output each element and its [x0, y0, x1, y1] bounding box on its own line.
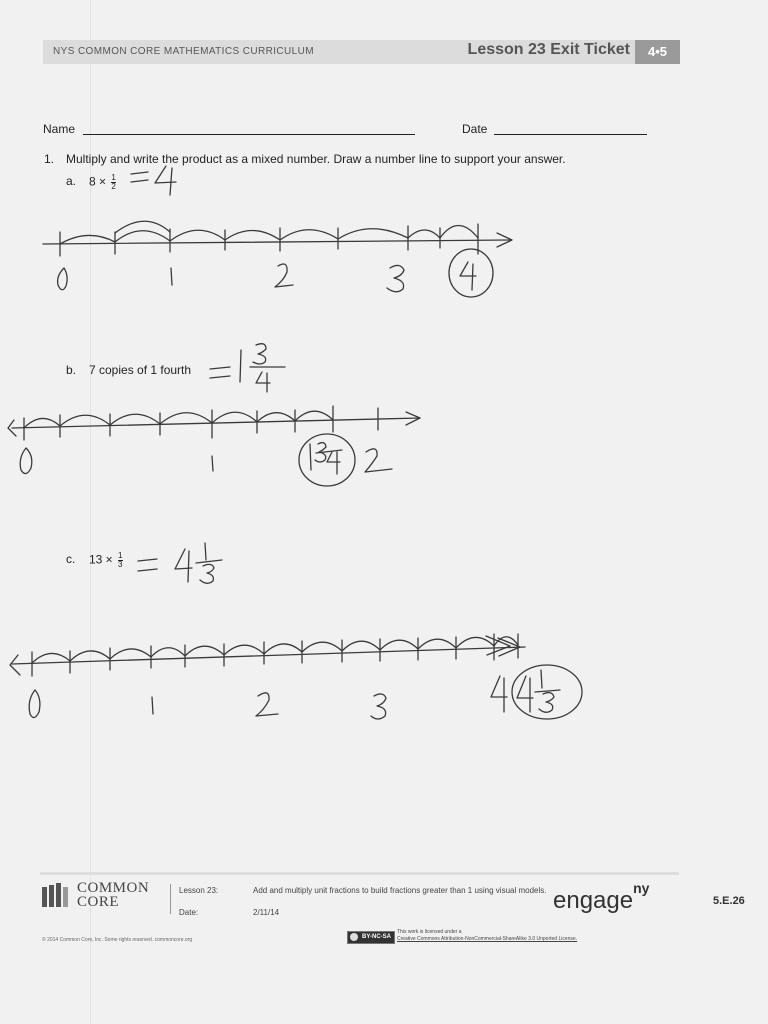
- license-link[interactable]: Creative Commons Attribution-NonCommercial-ShareAlike 3.0 Unported License.: [397, 936, 578, 942]
- footer-separator: [170, 884, 171, 914]
- part-b-expression: 7 copies of 1 fourth: [89, 363, 192, 377]
- part-a-frac-den: 2: [111, 182, 116, 191]
- part-a-labels: [58, 249, 493, 297]
- footer-rule: [40, 872, 679, 875]
- part-a-answer: [131, 166, 176, 195]
- footer-date-label: Date:: [179, 908, 199, 917]
- common-core-logo-icon: [42, 883, 72, 907]
- cc-license-badge[interactable]: [347, 931, 395, 944]
- brand-line-1: COMMON: [77, 880, 150, 896]
- name-label: Name: [43, 122, 76, 136]
- copyright-notice: © 2014 Common Core, Inc. Some rights reserved. commoncore.org: [42, 937, 193, 943]
- date-label: Date: [462, 122, 488, 136]
- cc-icon: [350, 933, 358, 941]
- engage-sup: ny: [633, 880, 650, 896]
- common-core-wordmark: [77, 881, 149, 909]
- curriculum-title: NYS COMMON CORE MATHEMATICS CURRICULUM: [53, 46, 314, 57]
- part-b-answer: [210, 344, 285, 392]
- part-c-answer: [138, 543, 222, 583]
- part-b-labels: [20, 434, 392, 486]
- engageny-logo: [553, 880, 650, 915]
- part-c-frac-num: 1: [118, 551, 123, 560]
- license-line-1: This work is licensed under a: [397, 929, 462, 935]
- question-prompt: Multiply and write the product as a mixed number. Draw a number line to support your answer.: [66, 152, 566, 166]
- part-c-letter: c.: [66, 552, 76, 566]
- brand-line-2: CORE: [77, 894, 120, 910]
- part-a-letter: a.: [66, 174, 77, 188]
- part-b-letter: b.: [66, 363, 77, 377]
- question-number: 1.: [44, 152, 55, 166]
- part-b-number-line: [8, 406, 420, 440]
- license-badge-text: BY-NC-SA: [362, 934, 392, 940]
- part-a-lead: 8 ×: [89, 174, 107, 189]
- page-code: 5.E.26: [713, 895, 745, 907]
- engage-text: engage: [553, 887, 634, 914]
- footer-date-value: 2/11/14: [253, 908, 280, 917]
- part-a-frac-num: 1: [111, 173, 116, 182]
- part-c-frac-den: 3: [118, 560, 123, 569]
- part-c-labels: [29, 665, 582, 719]
- part-c-lead: 13 ×: [89, 552, 113, 567]
- license-text: [397, 929, 577, 943]
- part-a-number-line: [43, 221, 512, 256]
- lesson-title: Lesson 23 Exit Ticket: [467, 41, 630, 58]
- footer-lesson-description: Add and multiply unit fractions to build fractions greater than 1 using visual models.: [253, 886, 547, 895]
- module-badge: 4•5: [635, 40, 680, 64]
- footer-lesson-label: Lesson 23:: [179, 886, 219, 895]
- part-c-number-line: [10, 634, 525, 676]
